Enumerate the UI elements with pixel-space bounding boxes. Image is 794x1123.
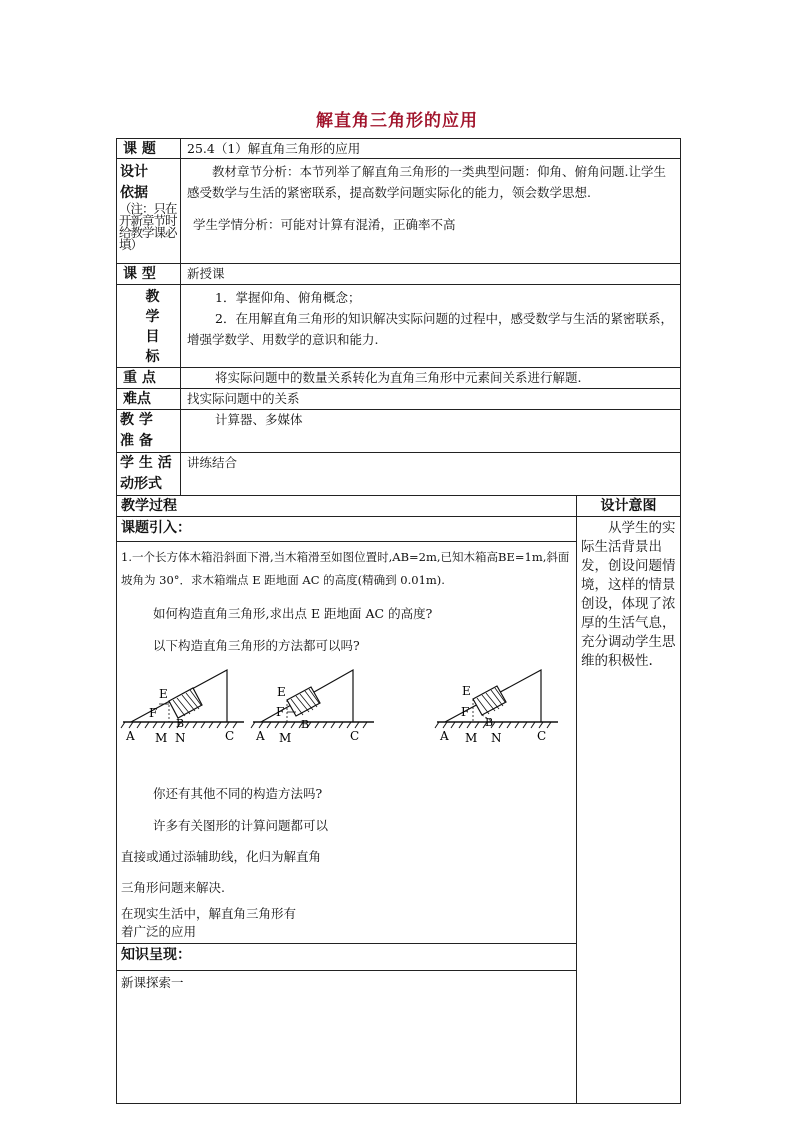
topic-value-cell xyxy=(180,138,681,159)
fig2-label-b: B xyxy=(301,718,310,731)
intent-header-cell xyxy=(576,495,681,517)
difficulty-label-cell xyxy=(116,388,181,410)
fig2-label-a: A xyxy=(256,729,265,743)
figure-1 xyxy=(119,660,249,750)
difficulty-value-cell xyxy=(180,388,681,410)
intro-label: 课题引入： xyxy=(121,520,191,536)
fig2-label-c: C xyxy=(350,729,360,743)
topic-label: 课 题 xyxy=(123,141,156,157)
design-basis-value-cell xyxy=(180,158,681,264)
objectives-char-3: 目 xyxy=(145,329,160,345)
key-point-label-cell xyxy=(116,367,181,389)
knowledge-label-cell xyxy=(116,943,577,971)
summary-5: 着广泛的应用 xyxy=(121,924,197,939)
fig2-label-f: F xyxy=(276,705,285,719)
objectives-value-cell xyxy=(180,284,681,368)
objective-2: 2．在用解直角三角形的知识解决实际问题的过程中，感受数学与生活的紧密联系，增强学数学、用数学的意识和能力. xyxy=(187,311,673,347)
lesson-type-label-cell xyxy=(116,263,181,285)
activity-label-1: 学 生 活 xyxy=(120,455,172,471)
activity-value-cell xyxy=(180,452,681,496)
preparation-label-cell xyxy=(116,409,181,453)
knowledge-label: 知识呈现： xyxy=(121,947,191,963)
fig3-label-b: B xyxy=(485,716,494,729)
activity-label-2: 动形式 xyxy=(120,476,162,492)
intent-cell xyxy=(576,516,681,1104)
fig1-label-f: F xyxy=(149,706,158,720)
fig1-label-n: N xyxy=(175,731,186,745)
textbook-analysis: 教材章节分析：本节列举了解直角三角形的一类典型问题：仰角、俯角问题.让学生感受数学与生活的紧密联系，提高数学问题实际化的能力，领会数学思想. xyxy=(187,164,666,200)
intro-label-cell xyxy=(116,516,577,542)
fig1-label-a: A xyxy=(126,729,135,743)
objectives-char-1: 教 xyxy=(145,289,160,305)
summary-4: 在现实生活中，解直角三角形有 xyxy=(121,906,297,921)
design-basis-label-2: 依据 xyxy=(120,185,148,201)
key-point-label: 重 点 xyxy=(123,370,156,386)
summary-1: 许多有关图形的计算问题都可以 xyxy=(153,818,329,833)
lesson-type-label: 课 型 xyxy=(123,266,156,282)
process-header-cell xyxy=(116,495,577,517)
figure-3 xyxy=(433,660,563,750)
summary-2: 直接或通过添辅助线，化归为解直角 xyxy=(121,849,322,864)
objectives-label-cell xyxy=(116,284,181,368)
preparation-label-2: 准 备 xyxy=(120,433,153,449)
fig3-label-n: N xyxy=(491,731,502,745)
preparation-value: 计算器、多媒体 xyxy=(215,412,303,427)
activity-value: 讲练结合 xyxy=(187,455,238,470)
intent-text: 从学生的实际生活背景出发，创设问题情境，这样的情景创设，体现了浓厚的生活气息，充分调动学生思维的积极性. xyxy=(581,520,676,669)
intent-header: 设计意图 xyxy=(600,498,657,514)
page-title: 解直角三角形的应用 xyxy=(316,111,478,131)
new-lesson-text: 新课探索一 xyxy=(121,975,184,990)
key-point-value-cell xyxy=(180,367,681,389)
topic-value: 25.4（1）解直角三角形的应用 xyxy=(187,141,361,156)
design-basis-label-1: 设计 xyxy=(120,164,148,180)
fig2-label-m: M xyxy=(279,731,292,745)
fig1-label-b: B xyxy=(176,717,185,730)
new-lesson-cell xyxy=(116,970,577,1104)
topic-label-cell xyxy=(116,138,181,159)
fig2-label-e: E xyxy=(277,685,286,699)
fig3-label-c: C xyxy=(537,729,547,743)
fig3-label-m: M xyxy=(465,731,478,745)
activity-label-cell xyxy=(116,452,181,496)
lesson-type-value-cell xyxy=(180,263,681,285)
question-3: 你还有其他不同的构造方法吗? xyxy=(153,786,323,801)
summary-3: 三角形问题来解决. xyxy=(121,880,225,895)
objective-1: 1．掌握仰角、俯角概念； xyxy=(215,290,361,305)
preparation-label-1: 教 学 xyxy=(120,412,153,428)
objectives-char-2: 学 xyxy=(145,309,160,325)
fig3-label-a: A xyxy=(440,729,449,743)
key-point-value: 将实际问题中的数量关系转化为直角三角形中元素间关系进行解题. xyxy=(215,370,582,385)
difficulty-label: 难点 xyxy=(123,391,151,407)
figure-2 xyxy=(249,660,379,750)
fig1-label-m: M xyxy=(155,731,168,745)
fig1-label-c: C xyxy=(225,729,235,743)
fig3-label-e: E xyxy=(462,684,471,698)
design-basis-note: （注：只在开新章节时给教学课必填） xyxy=(119,201,177,252)
lesson-type-value: 新授课 xyxy=(187,266,225,281)
question-1: 如何构造直角三角形,求出点 E 距地面 AC 的高度? xyxy=(153,606,433,621)
process-header: 教学过程 xyxy=(121,498,177,514)
fig1-label-e: E xyxy=(159,687,168,701)
difficulty-value: 找实际问题中的关系 xyxy=(187,391,300,406)
intro-content-cell xyxy=(116,541,577,944)
design-basis-label-cell xyxy=(116,158,181,264)
preparation-value-cell xyxy=(180,409,681,453)
objectives-char-4: 标 xyxy=(145,349,160,365)
fig3-label-f: F xyxy=(461,705,470,719)
question-2: 以下构造直角三角形的方法都可以吗? xyxy=(153,638,360,653)
problem-text: 1.一个长方体木箱沿斜面下滑,当木箱滑至如图位置时,AB=2m,已知木箱高BE=1m,斜面坡角为 30°．求木箱端点 E 距地面 AC 的高度(精确到 0.01m). xyxy=(121,550,570,587)
student-analysis: 学生学情分析：可能对计算有混淆，正确率不高 xyxy=(193,217,456,232)
